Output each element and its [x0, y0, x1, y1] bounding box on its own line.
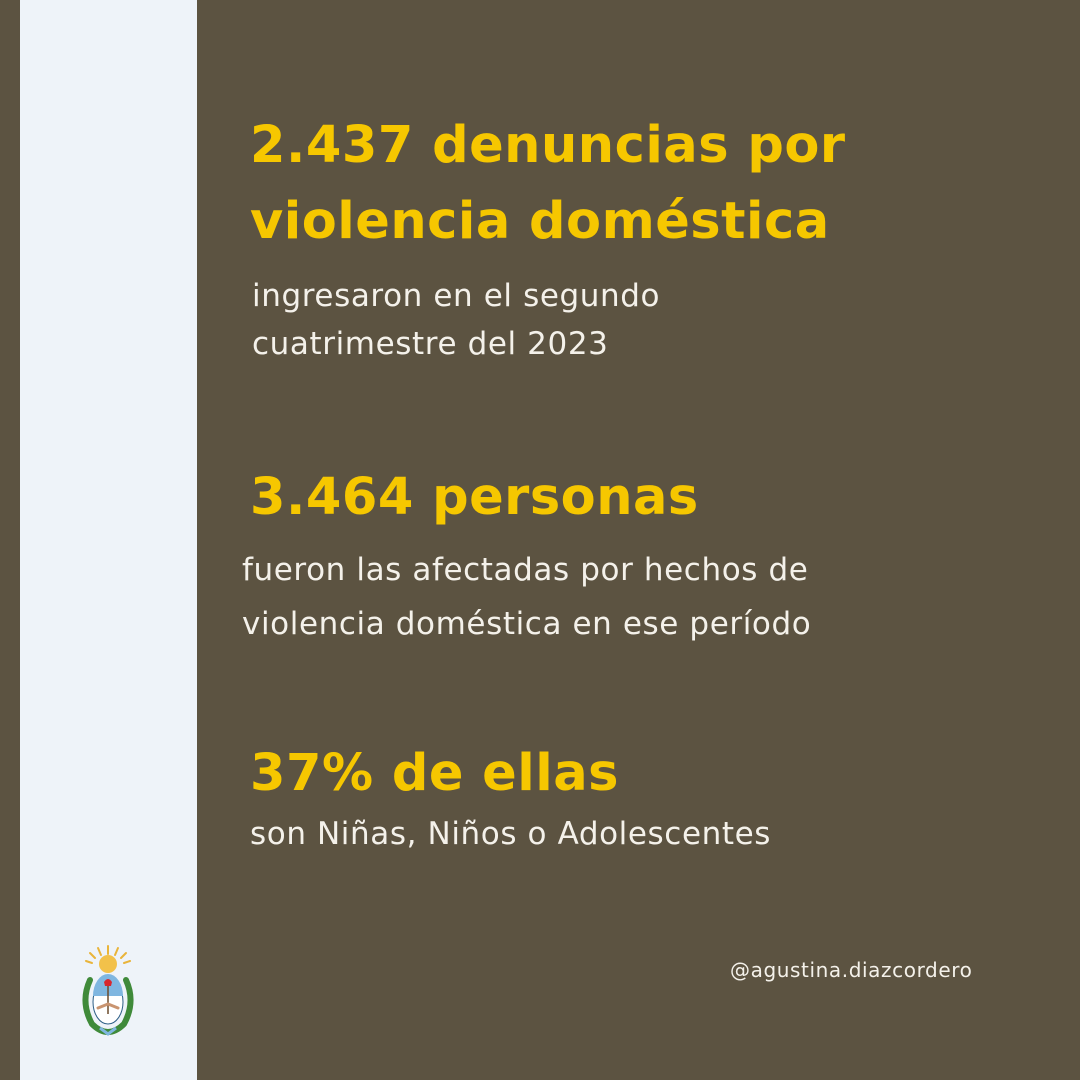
- stat1-body-line: cuatrimestre del 2023: [252, 326, 609, 362]
- left-side-strip: [20, 0, 197, 1080]
- stat1-body: [252, 272, 660, 368]
- argentina-coat-of-arms-icon: [78, 944, 138, 1036]
- stat2-headline: 3.464 personas: [250, 468, 699, 527]
- stat3-headline: 37% de ellas: [250, 744, 620, 803]
- stat1-headline-line: 2.437 denuncias por: [250, 116, 846, 175]
- stat2-body-line: fueron las afectadas por hechos de: [242, 552, 809, 588]
- stat2-body: [242, 543, 811, 651]
- stat1-headline-line: violencia doméstica: [250, 192, 830, 251]
- stat2-body-line: violencia doméstica en ese período: [242, 606, 812, 642]
- stat3-body: son Niñas, Niños o Adolescentes: [250, 816, 772, 852]
- stat1-headline: [250, 108, 846, 260]
- stat1-body-line: ingresaron en el segundo: [252, 278, 661, 314]
- author-handle: @agustina.diazcordero: [730, 958, 973, 982]
